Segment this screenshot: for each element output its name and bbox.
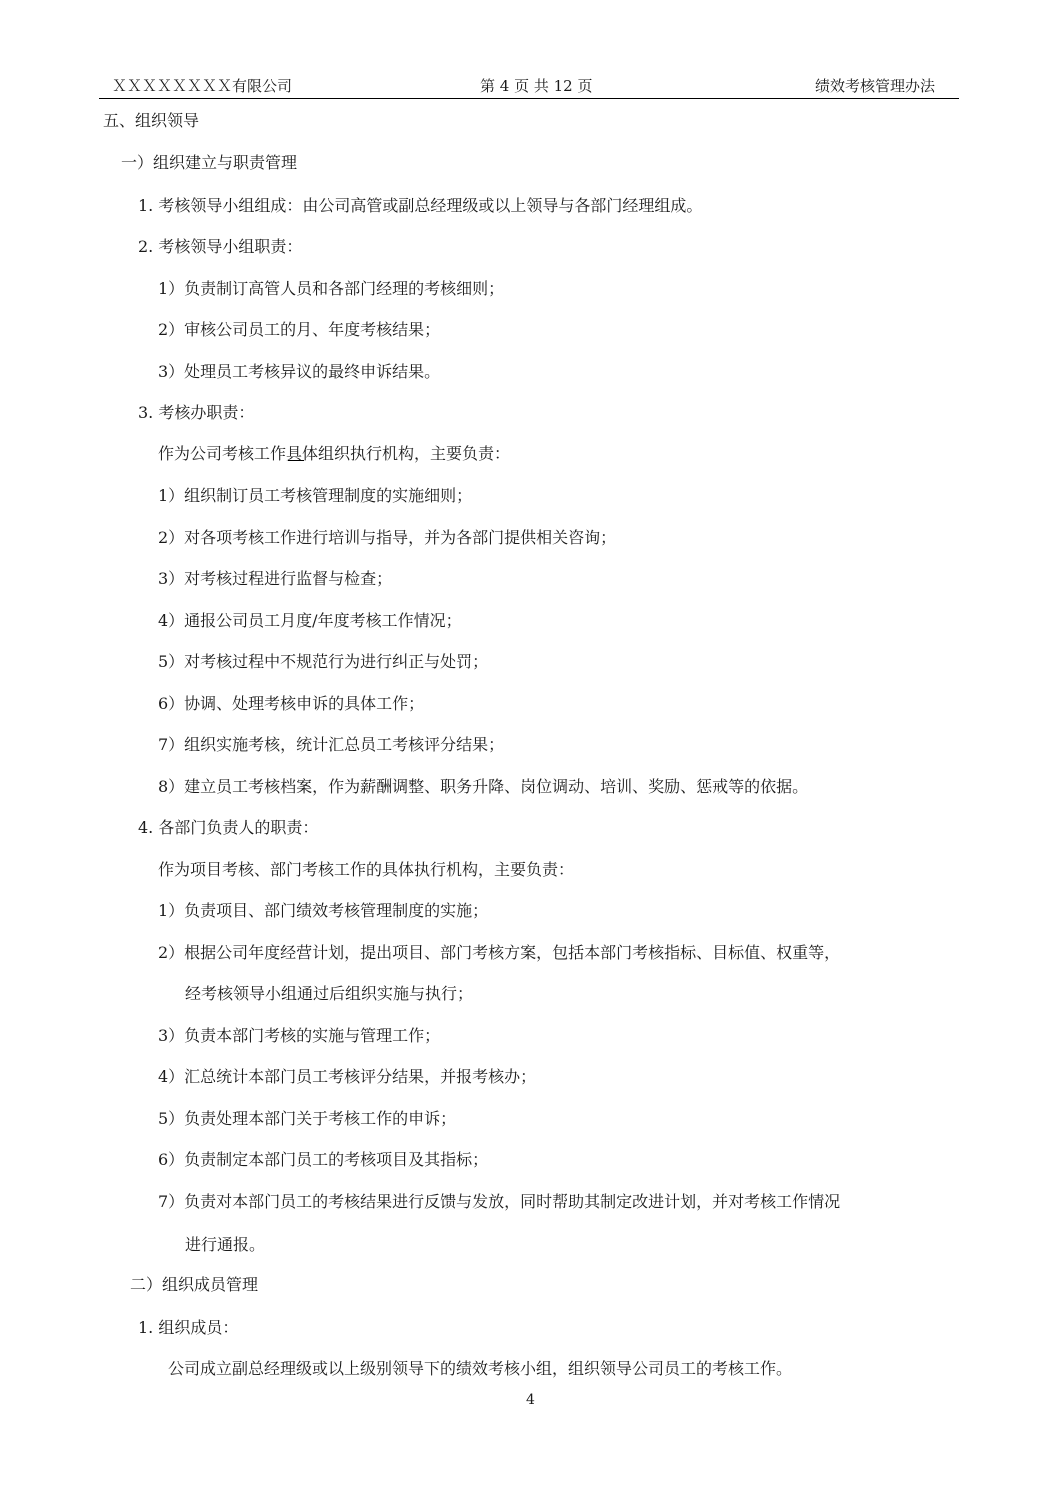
numbered-item: 4. 各部门负责人的职责： (138, 818, 319, 837)
numbered-item: 2. 考核领导小组职责： (138, 237, 303, 256)
page-number: 4 (526, 1392, 535, 1408)
list-item: 2）对各项考核工作进行培训与指导，并为各部门提供相关咨询； (158, 528, 617, 547)
header-page-info: 第 4 页 共 12 页 (480, 77, 593, 95)
paragraph: 作为项目考核、部门考核工作的具体执行机构，主要负责： (158, 860, 575, 879)
list-item: 4）通报公司员工月度/年度考核工作情况； (158, 611, 462, 630)
text-underline-mark (288, 460, 304, 461)
numbered-item: 3. 考核办职责： (138, 403, 255, 422)
list-item: 3）对考核过程进行监督与检查； (158, 569, 393, 588)
list-item: 1）负责制订高管人员和各部门经理的考核细则； (158, 279, 505, 298)
list-item: 6）负责制定本部门员工的考核项目及其指标； (158, 1150, 489, 1169)
list-item: 6）协调、处理考核申诉的具体工作； (158, 694, 425, 713)
header-company: ＸＸＸＸＸＸＸＸ有限公司 (112, 77, 293, 95)
list-item: 1）组织制订员工考核管理制度的实施细则； (158, 486, 473, 505)
list-item: 7）组织实施考核，统计汇总员工考核评分结果； (158, 735, 505, 754)
paragraph: 公司成立副总经理级或以上级别领导下的绩效考核小组，组织领导公司员工的考核工作。 (168, 1359, 793, 1378)
numbered-item: 1. 考核领导小组组成：由公司高管或副总经理级或以上领导与各部门经理组成。 (138, 196, 703, 215)
list-item: 5）负责处理本部门关于考核工作的申诉； (158, 1109, 457, 1128)
list-item: 1）负责项目、部门绩效考核管理制度的实施； (158, 901, 489, 920)
list-item: 5）对考核过程中不规范行为进行纠正与处罚； (158, 652, 489, 671)
numbered-item: 1. 组织成员： (138, 1318, 239, 1337)
list-item: 7）负责对本部门员工的考核结果进行反馈与发放，同时帮助其制定改进计划，并对考核工作情况 (158, 1192, 841, 1211)
list-item: 2）根据公司年度经营计划，提出项目、部门考核方案，包括本部门考核指标、目标值、权重等， (158, 943, 841, 962)
paragraph: 作为公司考核工作具体组织执行机构，主要负责： (158, 444, 511, 463)
list-item-continuation: 经考核领导小组通过后组织实施与执行； (185, 984, 474, 1003)
header-doc-title: 绩效考核管理办法 (815, 77, 936, 95)
list-item-continuation: 进行通报。 (185, 1235, 266, 1254)
section-heading: 五、组织领导 (103, 111, 200, 130)
list-item: 3）处理员工考核异议的最终申诉结果。 (158, 362, 441, 381)
list-item: 4）汇总统计本部门员工考核评分结果，并报考核办； (158, 1067, 537, 1086)
list-item: 2）审核公司员工的月、年度考核结果； (158, 320, 441, 339)
subsection-heading: 一）组织建立与职责管理 (121, 153, 298, 172)
subsection-heading: 二）组织成员管理 (130, 1275, 259, 1294)
header-rule (99, 98, 959, 99)
list-item: 3）负责本部门考核的实施与管理工作； (158, 1026, 441, 1045)
list-item: 8）建立员工考核档案，作为薪酬调整、职务升降、岗位调动、培训、奖励、惩戒等的依据。 (158, 777, 809, 796)
